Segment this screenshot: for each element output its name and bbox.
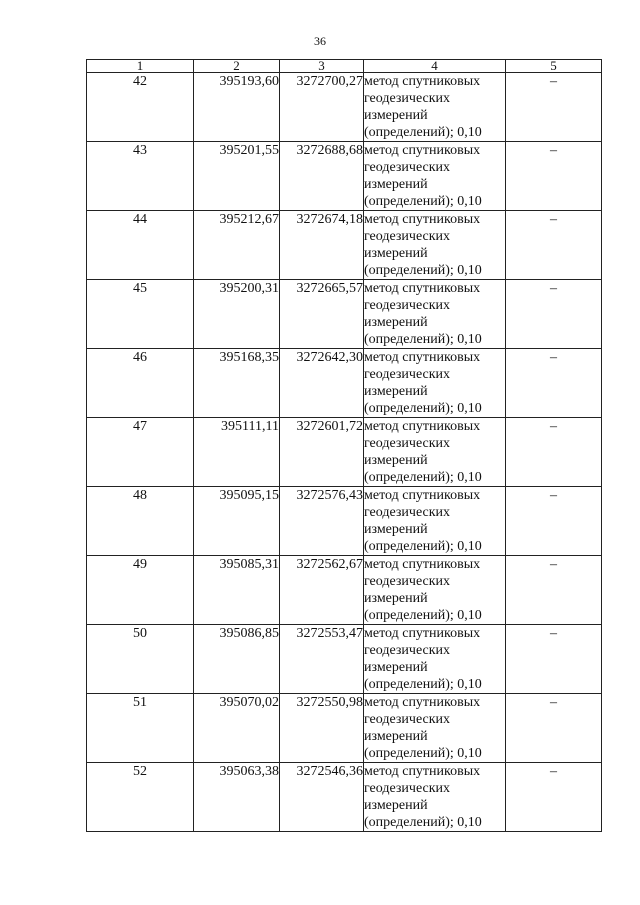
note-cell: – <box>506 211 602 280</box>
y-coordinate-cell: 3272601,72 <box>280 418 364 487</box>
note-cell: – <box>506 556 602 625</box>
y-coordinate-cell: 3272642,30 <box>280 349 364 418</box>
note-cell: – <box>506 694 602 763</box>
point-number-cell: 51 <box>87 694 194 763</box>
method-cell: метод спутниковых геодезических измерений (определений); 0,10 <box>364 142 506 211</box>
y-coordinate-cell: 3272550,98 <box>280 694 364 763</box>
table-row <box>87 142 602 211</box>
method-cell: метод спутниковых геодезических измерений (определений); 0,10 <box>364 211 506 280</box>
note-cell: – <box>506 625 602 694</box>
table-row <box>87 763 602 832</box>
y-coordinate-cell: 3272688,68 <box>280 142 364 211</box>
y-coordinate-cell: 3272562,67 <box>280 556 364 625</box>
header-row <box>87 60 602 73</box>
x-coordinate-cell: 395200,31 <box>194 280 280 349</box>
x-coordinate-cell: 395212,67 <box>194 211 280 280</box>
page-number: 36 <box>314 34 326 48</box>
method-cell: метод спутниковых геодезических измерений (определений); 0,10 <box>364 487 506 556</box>
header-cell-5: 5 <box>506 60 602 73</box>
note-cell: – <box>506 73 602 142</box>
y-coordinate-cell: 3272546,36 <box>280 763 364 832</box>
x-coordinate-cell: 395168,35 <box>194 349 280 418</box>
coordinates-table <box>86 59 602 832</box>
note-cell: – <box>506 487 602 556</box>
table-row <box>87 73 602 142</box>
method-cell: метод спутниковых геодезических измерений (определений); 0,10 <box>364 418 506 487</box>
point-number-cell: 47 <box>87 418 194 487</box>
header-cell-2: 2 <box>194 60 280 73</box>
note-cell: – <box>506 418 602 487</box>
table-row <box>87 280 602 349</box>
method-cell: метод спутниковых геодезических измерений (определений); 0,10 <box>364 556 506 625</box>
x-coordinate-cell: 395201,55 <box>194 142 280 211</box>
method-cell: метод спутниковых геодезических измерений (определений); 0,10 <box>364 349 506 418</box>
point-number-cell: 45 <box>87 280 194 349</box>
x-coordinate-cell: 395111,11 <box>194 418 280 487</box>
point-number-cell: 42 <box>87 73 194 142</box>
method-cell: метод спутниковых геодезических измерений (определений); 0,10 <box>364 694 506 763</box>
x-coordinate-cell: 395070,02 <box>194 694 280 763</box>
table-row <box>87 625 602 694</box>
header-cell-3: 3 <box>280 60 364 73</box>
method-cell: метод спутниковых геодезических измерений (определений); 0,10 <box>364 73 506 142</box>
table-row <box>87 418 602 487</box>
method-cell: метод спутниковых геодезических измерений (определений); 0,10 <box>364 625 506 694</box>
point-number-cell: 46 <box>87 349 194 418</box>
note-cell: – <box>506 763 602 832</box>
note-cell: – <box>506 142 602 211</box>
point-number-cell: 48 <box>87 487 194 556</box>
table-row <box>87 487 602 556</box>
point-number-cell: 49 <box>87 556 194 625</box>
table-row <box>87 349 602 418</box>
note-cell: – <box>506 280 602 349</box>
y-coordinate-cell: 3272576,43 <box>280 487 364 556</box>
y-coordinate-cell: 3272553,47 <box>280 625 364 694</box>
table-body <box>87 73 602 832</box>
header-cell-4: 4 <box>364 60 506 73</box>
point-number-cell: 43 <box>87 142 194 211</box>
x-coordinate-cell: 395095,15 <box>194 487 280 556</box>
note-cell: – <box>506 349 602 418</box>
method-cell: метод спутниковых геодезических измерений (определений); 0,10 <box>364 280 506 349</box>
x-coordinate-cell: 395193,60 <box>194 73 280 142</box>
point-number-cell: 52 <box>87 763 194 832</box>
table-header <box>87 60 602 73</box>
table-row <box>87 556 602 625</box>
x-coordinate-cell: 395085,31 <box>194 556 280 625</box>
table-row <box>87 694 602 763</box>
point-number-cell: 44 <box>87 211 194 280</box>
y-coordinate-cell: 3272674,18 <box>280 211 364 280</box>
method-cell: метод спутниковых геодезических измерений (определений); 0,10 <box>364 763 506 832</box>
y-coordinate-cell: 3272700,27 <box>280 73 364 142</box>
x-coordinate-cell: 395063,38 <box>194 763 280 832</box>
header-cell-1: 1 <box>87 60 194 73</box>
x-coordinate-cell: 395086,85 <box>194 625 280 694</box>
point-number-cell: 50 <box>87 625 194 694</box>
table-row <box>87 211 602 280</box>
y-coordinate-cell: 3272665,57 <box>280 280 364 349</box>
